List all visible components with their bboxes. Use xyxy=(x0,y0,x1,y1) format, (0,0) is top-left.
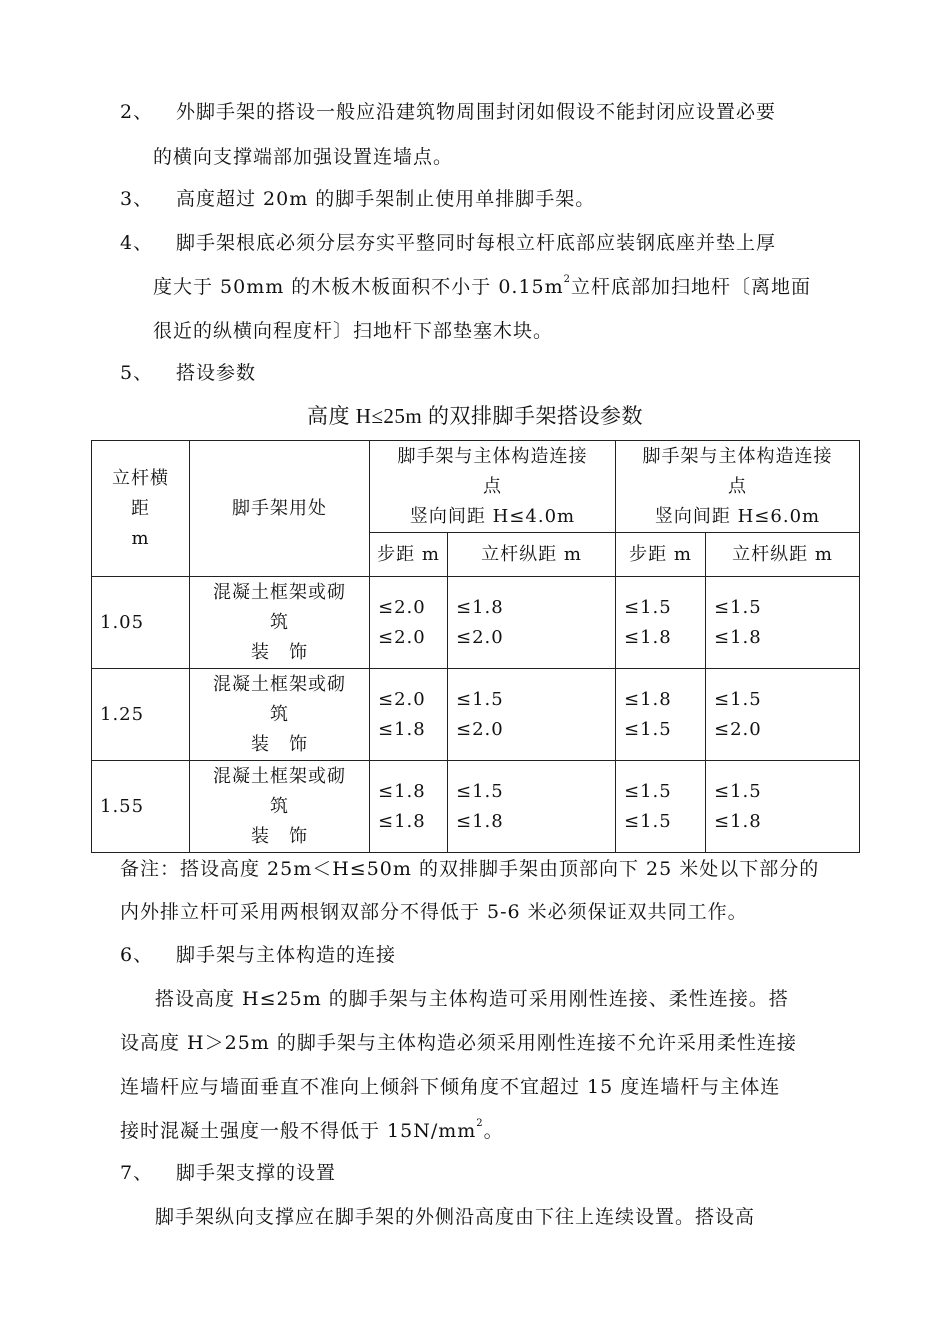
header-spacing-l1: 立杆横 xyxy=(112,467,169,489)
cell-use-l2: 筑 xyxy=(270,703,289,725)
value: ≤1.8 xyxy=(378,780,426,802)
cell-g1-step xyxy=(370,669,448,761)
item-4-line1 xyxy=(120,231,776,255)
item-4-line2-a: 度大于 50mm 的木板木板面积不小于 0.15m xyxy=(153,276,564,298)
value: ≤2.0 xyxy=(378,626,426,648)
item-5-number: 5、 xyxy=(120,362,154,384)
cell-g1-dist xyxy=(448,669,616,761)
table-row xyxy=(92,577,860,669)
section-6-title: 脚手架与主体构造的连接 xyxy=(176,944,397,966)
section-6-number: 6、 xyxy=(120,944,154,966)
cell-g1-dist xyxy=(448,577,616,669)
value: ≤1.8 xyxy=(456,810,504,832)
value: ≤2.0 xyxy=(378,596,426,618)
table-row xyxy=(92,761,860,853)
cell-g2-dist xyxy=(706,761,860,853)
cell-g2-step xyxy=(616,577,706,669)
header-group-6m xyxy=(616,441,860,533)
value: ≤2.0 xyxy=(714,718,762,740)
value: ≤2.0 xyxy=(378,688,426,710)
section-6-p4-a: 接时混凝土强度一般不得低于 15N/mm xyxy=(120,1120,477,1142)
superscript: 2 xyxy=(563,274,572,285)
cell-use-l1: 混凝土框架或砌 xyxy=(213,673,346,695)
cell-use-l1: 混凝土框架或砌 xyxy=(213,765,346,787)
cell-use xyxy=(190,761,370,853)
cell-g1-dist xyxy=(448,761,616,853)
item-4-line2-b: 立杆底部加扫地杆〔离地面 xyxy=(571,276,812,298)
header-group-4m-l2: 点 xyxy=(483,475,502,497)
cell-spacing: 1.55 xyxy=(92,761,190,853)
item-3 xyxy=(120,187,595,211)
value: ≤1.5 xyxy=(714,688,762,710)
cell-use-l3: 装 饰 xyxy=(251,733,308,755)
cell-spacing: 1.25 xyxy=(92,669,190,761)
item-5-text: 搭设参数 xyxy=(176,362,257,384)
cell-use-l1: 混凝土框架或砌 xyxy=(213,581,346,603)
item-5 xyxy=(120,361,256,385)
cell-use-l3: 装 饰 xyxy=(251,641,308,663)
section-6-p3: 连墙杆应与墙面垂直不准向上倾斜下倾角度不宜超过 15 度连墙杆与主体连 xyxy=(120,1076,781,1098)
header-group-6m-l1: 脚手架与主体构造连接 xyxy=(642,445,833,467)
section-7-title: 脚手架支撑的设置 xyxy=(176,1162,337,1184)
header-group-6m-l2: 点 xyxy=(728,475,747,497)
item-2-text: 外脚手架的搭设一般应沿建筑物周围封闭如假设不能封闭应设置必要 xyxy=(176,101,777,123)
cell-g2-step xyxy=(616,669,706,761)
cell-g1-step xyxy=(370,577,448,669)
value: ≤1.5 xyxy=(624,780,672,802)
subheader-dist-2: 立杆纵距 m xyxy=(706,533,860,577)
item-4-line3: 很近的纵横向程度杆〕扫地杆下部垫塞木块。 xyxy=(153,320,554,342)
cell-g2-dist xyxy=(706,669,860,761)
value: ≤1.8 xyxy=(378,718,426,740)
section-7-heading xyxy=(120,1161,336,1185)
header-spacing xyxy=(92,441,190,577)
table-caption: 高度 H≤25m 的双排脚手架搭设参数 xyxy=(306,404,644,428)
item-2-number: 2、 xyxy=(120,101,154,123)
item-2-line2: 的横向支撑端部加强设置连墙点。 xyxy=(153,146,454,168)
value: ≤1.8 xyxy=(624,688,672,710)
note-line1: 备注：搭设高度 25m＜H≤50m 的双排脚手架由顶部向下 25 米处以下部分的 xyxy=(120,858,820,880)
cell-use xyxy=(190,669,370,761)
header-group-4m xyxy=(370,441,616,533)
header-group-6m-l3: 竖向间距 H≤6.0m xyxy=(654,505,821,527)
subheader-step-1: 步距 m xyxy=(370,533,448,577)
header-spacing-l2: 距 xyxy=(131,497,150,519)
section-6-p4-b: 。 xyxy=(483,1120,504,1142)
section-6-p2: 设高度 H＞25m 的脚手架与主体构造必须采用刚性连接不允许采用柔性连接 xyxy=(120,1032,797,1054)
parameter-table xyxy=(91,440,860,853)
value: ≤1.5 xyxy=(624,718,672,740)
cell-use-l2: 筑 xyxy=(270,795,289,817)
item-4-number: 4、 xyxy=(120,232,154,254)
value: ≤1.8 xyxy=(456,596,504,618)
cell-use-l2: 筑 xyxy=(270,611,289,633)
item-4-text: 脚手架根底必须分层夯实平整同时每根立杆底部应装钢底座并垫上厚 xyxy=(176,232,777,254)
cell-spacing: 1.05 xyxy=(92,577,190,669)
item-4-line2 xyxy=(153,275,811,299)
section-6-p4 xyxy=(120,1119,504,1143)
value: ≤1.5 xyxy=(714,596,762,618)
header-group-4m-l3: 竖向间距 H≤4.0m xyxy=(409,505,576,527)
cell-g1-step xyxy=(370,761,448,853)
item-3-text: 高度超过 20m 的脚手架制止使用单排脚手架。 xyxy=(176,188,596,210)
superscript: 2 xyxy=(476,1118,484,1129)
subheader-step-2: 步距 m xyxy=(616,533,706,577)
value: ≤1.5 xyxy=(456,688,504,710)
header-use: 脚手架用处 xyxy=(190,441,370,577)
cell-use xyxy=(190,577,370,669)
section-7-number: 7、 xyxy=(120,1162,154,1184)
value: ≤1.8 xyxy=(714,810,762,832)
value: ≤2.0 xyxy=(456,626,504,648)
subheader-dist-1: 立杆纵距 m xyxy=(448,533,616,577)
value: ≤1.5 xyxy=(624,596,672,618)
value: ≤1.5 xyxy=(714,780,762,802)
value: ≤2.0 xyxy=(456,718,504,740)
table-row xyxy=(92,669,860,761)
section-6-heading xyxy=(120,943,396,967)
table-header-row xyxy=(92,441,860,533)
header-spacing-l3: m xyxy=(131,527,150,549)
section-7-p1: 脚手架纵向支撑应在脚手架的外侧沿高度由下往上连续设置。搭设高 xyxy=(155,1206,756,1228)
value: ≤1.8 xyxy=(624,626,672,648)
value: ≤1.5 xyxy=(624,810,672,832)
header-group-4m-l1: 脚手架与主体构造连接 xyxy=(397,445,588,467)
item-3-number: 3、 xyxy=(120,188,154,210)
note-line2: 内外排立杆可采用两根钢双部分不得低于 5-6 米必须保证双共同工作。 xyxy=(120,901,748,923)
value: ≤1.8 xyxy=(714,626,762,648)
cell-use-l3: 装 饰 xyxy=(251,825,308,847)
value: ≤1.8 xyxy=(378,810,426,832)
section-6-p1: 搭设高度 H≤25m 的脚手架与主体构造可采用刚性连接、柔性连接。搭 xyxy=(155,988,789,1010)
value: ≤1.5 xyxy=(456,780,504,802)
cell-g2-dist xyxy=(706,577,860,669)
item-2-line1 xyxy=(120,100,776,124)
cell-g2-step xyxy=(616,761,706,853)
